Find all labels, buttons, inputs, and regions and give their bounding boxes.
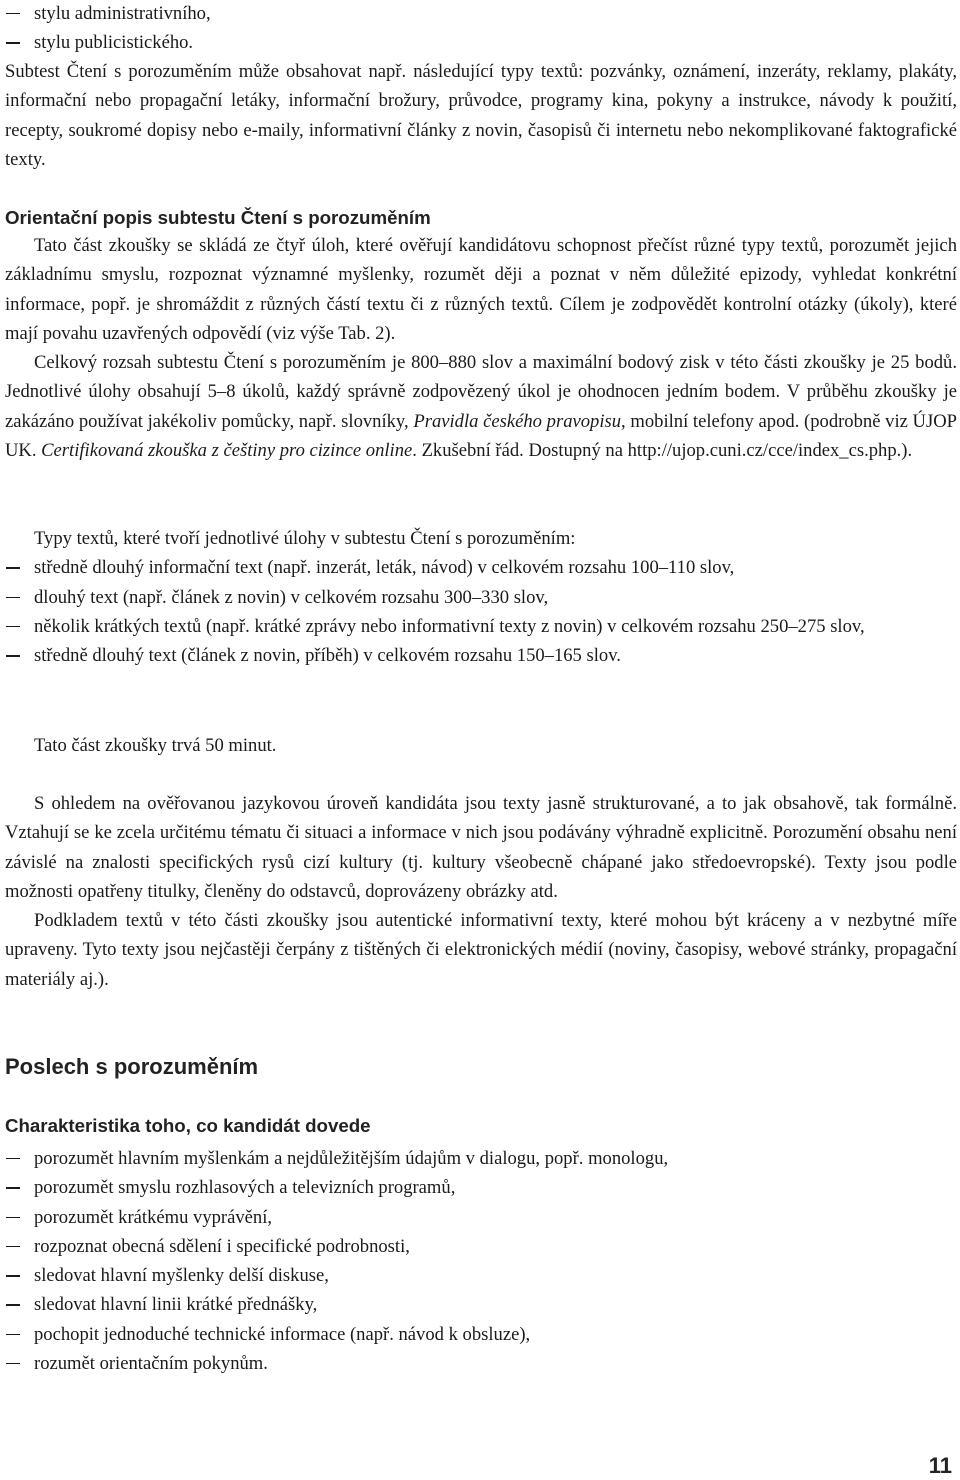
- listening-subheading-block: [5, 1114, 957, 1138]
- list-item: stylu publicistického.: [5, 28, 957, 57]
- reading-paragraph-2: [5, 348, 957, 465]
- list-item: porozumět krátkému vyprávění,: [5, 1203, 957, 1232]
- list-item: středně dlouhý informační text (např. inzerát, leták, návod) v celkovém rozsahu 100–110 slov,: [5, 553, 957, 582]
- reading-para3-block: [5, 789, 957, 994]
- top-list: [5, 0, 957, 58]
- reading-paragraph-1: Tato část zkoušky se skládá ze čtyř úloh, které ověřují kandidátovu schopnost přečíst různé typy textů, porozumět jejich základnímu smyslu, rozpoznat významné myšlenky, rozumět ději a poznat v něm důležité epizody, vyhledat konkrétní informace, popř. je shromáždit z různých částí textu či z různých textů. Cílem je zodpovědět kontrolní otázky (úkoly), které mají povahu uzavřených odpovědí (viz výše Tab. 2).: [5, 235, 957, 344]
- types-block: [5, 524, 957, 670]
- reading-paragraph-4: Podkladem textů v této části zkoušky jsou autentické informativní texty, které mohou být kráceny a v nezbytné míře upraveny. Tyto texty jsou nejčastěji čerpány z tištěných či elektronických médií (noviny, časopisy, webové stránky, propagační materiály aj.).: [5, 910, 957, 990]
- types-list: [5, 553, 957, 670]
- list-item: stylu administrativního,: [5, 0, 957, 28]
- reading-paragraph-3: S ohledem na ověřovanou jazykovou úroveň kandidáta jsou texty jasně strukturované, a to jak obsahově, tak formálně. Vztahují se ke zcela určitému tématu či situaci a informace v nich jsou podávány výhradně explicitně. Porozumění obsahu není závislé na znalosti specifických rysů cizí kultury (tj. kultury všeobecně chápané jako středoevropské). Texty jsou podle možnosti opatřeny titulky, členěny do odstavců, doprovázeny obrázky atd.: [5, 793, 957, 902]
- list-item: rozumět orientačním pokynům.: [5, 1349, 957, 1378]
- listening-heading-block: [5, 1053, 957, 1081]
- section-heading: Poslech s porozuměním: [5, 1054, 259, 1079]
- list-item: rozpoznat obecná sdělení i specifické podrobnosti,: [5, 1232, 957, 1261]
- italic-title: Pravidla českého pravopisu: [413, 410, 622, 432]
- reading-heading-block: [5, 206, 957, 230]
- list-item: středně dlouhý text (článek z novin, příběh) v celkovém rozsahu 150–165 slov.: [5, 641, 957, 670]
- section-heading: Orientační popis subtestu Čtení s porozuměním: [5, 207, 431, 228]
- list-item: porozumět hlavním myšlenkám a nejdůležitějším údajům v dialogu, popř. monologu,: [5, 1144, 957, 1173]
- types-intro: Typy textů, které tvoří jednotlivé úlohy v subtestu Čtení s porozuměním:: [34, 528, 576, 549]
- list-item: dlouhý text (např. článek z novin) v celkovém rozsahu 300–330 slov,: [5, 583, 957, 612]
- italic-title: Certifikovaná zkouška z češtiny pro cizince online: [41, 439, 413, 461]
- list-item: několik krátkých textů (např. krátké zprávy nebo informativní texty z novin) v celkovém rozsahu 250–275 slov,: [5, 612, 957, 641]
- reading-para2-block: [5, 348, 957, 465]
- list-item: porozumět smyslu rozhlasových a televizních programů,: [5, 1173, 957, 1202]
- reading-para1-block: [5, 231, 957, 348]
- text-span: . Zkušební řád. Dostupný na http://ujop.cuni.cz/cce/index_cs.php.).: [412, 439, 913, 461]
- page-number: 11: [928, 1453, 952, 1478]
- list-item: sledovat hlavní myšlenky delší diskuse,: [5, 1261, 957, 1290]
- listening-list-block: [5, 1144, 957, 1378]
- text-span: Celkový rozsah subtestu Čtení s porozuměním je 800–880 slov a maximální bodový zisk v této části zkoušky je 25 bodů. Jednotlivé úlohy obsahují 5–8 úkolů, každý správně zodpovězený úkol je ohodnocen jedním bodem. V průběhu zkoušky je zakázáno používat jakékoliv pomůcky, např. slovníky,: [5, 352, 957, 432]
- list-item: sledovat hlavní linii krátké přednášky,: [5, 1290, 957, 1319]
- listening-list: [5, 1144, 957, 1378]
- duration-text: Tato část zkoušky trvá 50 minut.: [34, 735, 277, 756]
- top-list-block: [5, 0, 957, 58]
- intro-block: [5, 57, 957, 174]
- subsection-heading: Charakteristika toho, co kandidát dovede: [5, 1115, 371, 1136]
- duration-block: [5, 731, 957, 760]
- intro-paragraph: Subtest Čtení s porozuměním může obsahovat např. následující typy textů: pozvánky, oznámení, inzeráty, reklamy, plakáty, informační nebo propagační letáky, informační brožury, průvodce, programy kina, pokyny a instrukce, návody k použití, recepty, soukromé dopisy nebo e-maily, informativní články z novin, časopisů či internetu nebo nekomplikované faktografické texty.: [5, 61, 957, 170]
- text-span: , mobilní telefony apod. (podrobně viz ÚJOP UK.: [5, 410, 957, 461]
- list-item: pochopit jednoduché technické informace (např. návod k obsluze),: [5, 1320, 957, 1349]
